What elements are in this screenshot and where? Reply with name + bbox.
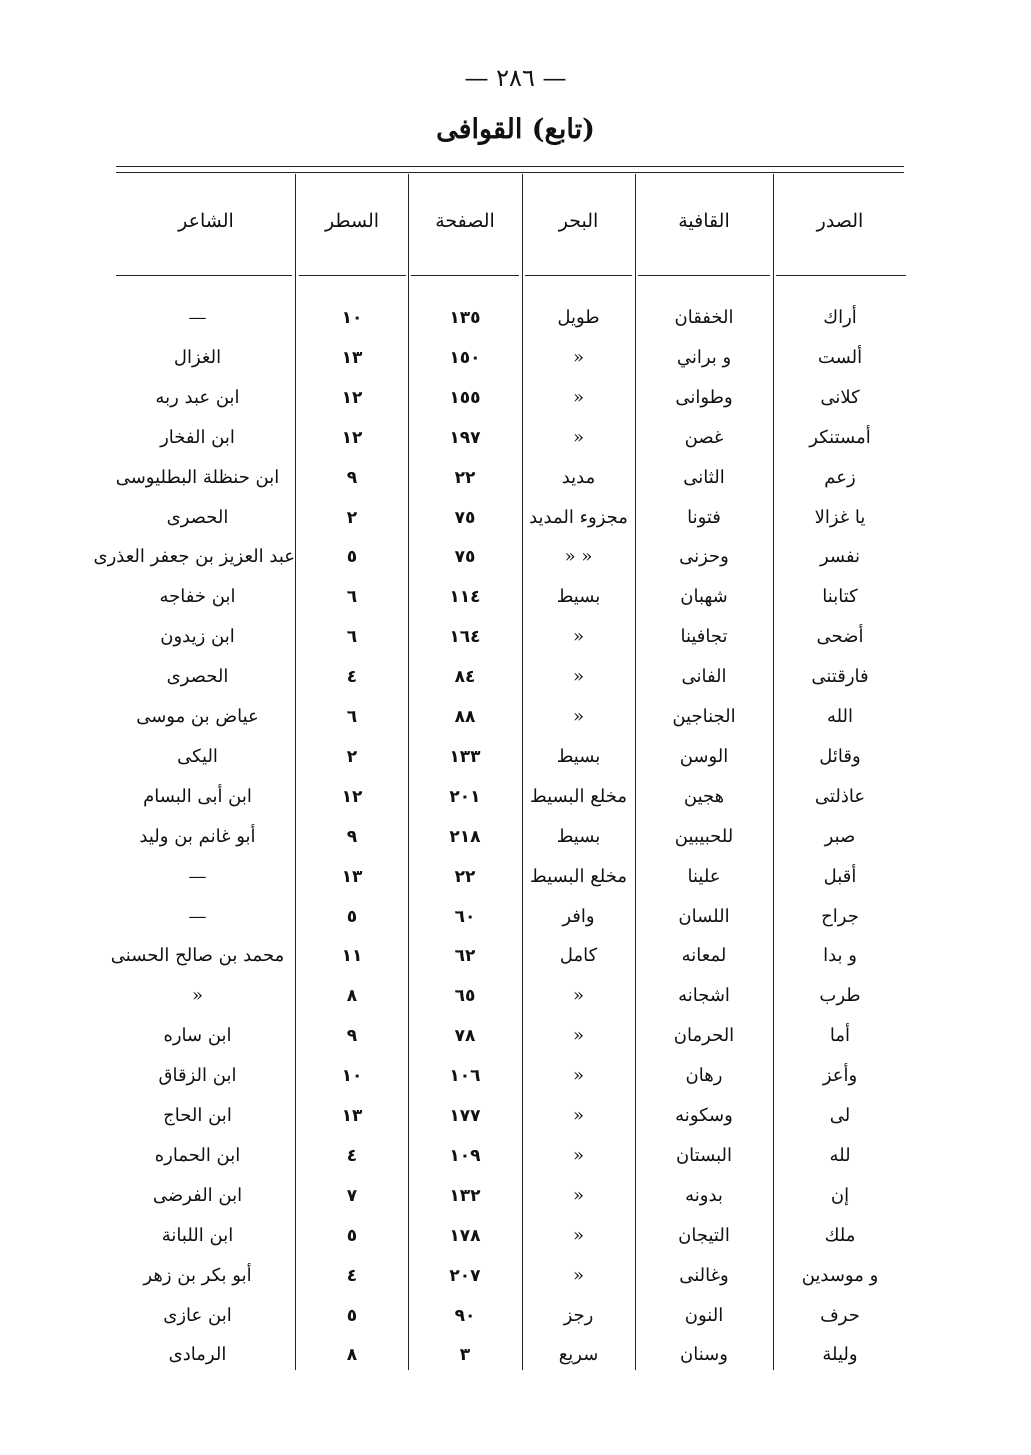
header-divider: [525, 275, 632, 276]
cell-qafiya: علينا: [687, 865, 721, 887]
cell-poet: الحصرى: [166, 506, 229, 528]
page-number: — ٢٨٦ —: [464, 64, 567, 92]
cell-qafiya: وغالنى: [679, 1264, 729, 1286]
cell-qafiya: الجناجين: [672, 706, 736, 727]
cell-line: ١٣: [341, 347, 363, 368]
cell-bahr: «: [572, 1224, 584, 1246]
cell-bahr: كامل: [559, 945, 598, 967]
cell-page: ٨٤: [454, 667, 476, 688]
cell-poet: ابن الفخار: [160, 426, 235, 448]
header-divider: [299, 275, 406, 276]
cell-poet: ابن اللبانة: [161, 1224, 234, 1246]
cell-page: ٦٥: [454, 986, 476, 1007]
cell-sadr: أما: [829, 1025, 851, 1047]
cell-sadr: صبر: [824, 825, 856, 847]
cell-line: ٢: [346, 746, 358, 767]
cell-sadr: لى: [829, 1105, 851, 1126]
cell-line: ٩: [346, 467, 358, 488]
cell-sadr: زعم: [824, 466, 856, 488]
cell-sadr: ملك: [824, 1224, 856, 1246]
cell-page: ١١٤: [449, 587, 481, 608]
cell-qafiya: وسكونه: [675, 1105, 733, 1126]
cell-bahr: مجزوء المديد: [529, 506, 628, 528]
cell-poet: —: [188, 307, 207, 328]
cell-page: ٢٠٧: [449, 1265, 481, 1286]
table-row: [0, 617, 1031, 657]
cell-poet: اليكى: [177, 745, 218, 767]
cell-bahr: «: [572, 426, 584, 448]
cell-bahr: «: [572, 706, 584, 727]
cell-sadr: أراك: [823, 307, 857, 328]
cell-bahr: بسيط: [556, 825, 601, 847]
cell-bahr: مخلع البسيط: [529, 865, 627, 887]
cell-sadr: أمستنكر: [809, 426, 871, 448]
cell-page: ٢٢: [454, 467, 476, 488]
cell-line: ١١: [341, 946, 363, 967]
cell-line: ٥: [346, 1225, 358, 1246]
cell-bahr: «: [572, 1144, 584, 1166]
cell-line: ٦: [346, 627, 358, 648]
cell-sadr: جراح: [821, 905, 859, 927]
cell-page: ١٧٧: [449, 1106, 481, 1126]
table-row: [0, 1096, 1031, 1136]
column-header-poet: الشاعر: [178, 210, 234, 232]
cell-sadr: طرب: [819, 985, 861, 1007]
cell-page: ١٣٢: [449, 1185, 481, 1206]
table-row: [0, 817, 1031, 857]
cell-page: ١٣٥: [449, 308, 481, 328]
table-row: [0, 857, 1031, 897]
cell-page: ٢٠١: [449, 786, 481, 807]
cell-bahr: «: [572, 386, 584, 408]
table-row: [0, 976, 1031, 1016]
cell-page: ١٧٨: [449, 1225, 481, 1246]
table-row: [0, 418, 1031, 458]
cell-poet: أبو بكر بن زهر: [143, 1264, 252, 1286]
cell-poet: الرمادى: [168, 1344, 227, 1366]
cell-qafiya: البستان: [675, 1144, 733, 1166]
cell-bahr: «: [572, 626, 584, 648]
cell-qafiya: الوسن: [679, 745, 729, 767]
cell-qafiya: الخفقان: [674, 307, 734, 328]
cell-page: ٣: [459, 1345, 471, 1366]
cell-poet: ابن الفرضى: [152, 1184, 243, 1206]
cell-poet: ابن حنظلة البطليوسى: [115, 466, 280, 488]
cell-page: ٦٢: [454, 946, 476, 967]
cell-page: ١٦٤: [449, 627, 481, 648]
table-row: [0, 577, 1031, 617]
cell-sadr: لله: [829, 1144, 851, 1166]
cell-poet: الحصرى: [166, 666, 229, 688]
cell-line: ١٢: [341, 427, 363, 448]
cell-qafiya: الحرمان: [673, 1025, 735, 1047]
cell-qafiya: بدونه: [685, 1184, 723, 1206]
cell-qafiya: للحبيبين: [674, 825, 734, 847]
cell-bahr: «: [572, 1105, 584, 1126]
cell-qafiya: فتونا: [687, 506, 721, 528]
column-header-sadr: الصدر: [816, 210, 864, 232]
cell-line: ٦: [346, 707, 358, 727]
cell-bahr: «: [572, 1184, 584, 1206]
cell-bahr: «: [572, 1065, 584, 1087]
cell-poet: ابن أبى البسام: [143, 785, 252, 807]
cell-poet: ابن الحماره: [154, 1144, 241, 1166]
header-divider: [116, 275, 292, 276]
cell-poet: —: [188, 865, 207, 887]
cell-qafiya: وطوانى: [675, 386, 733, 408]
top-rule: [116, 166, 904, 167]
cell-poet: ابن خفاجه: [159, 586, 236, 608]
cell-line: ٥: [346, 547, 358, 568]
cell-qafiya: التيجان: [678, 1224, 730, 1246]
cell-poet: عياض بن موسى: [136, 706, 259, 727]
cell-bahr: «: [572, 1025, 584, 1047]
cell-page: ١٣٣: [449, 746, 481, 767]
cell-bahr: مديد: [561, 466, 596, 488]
cell-poet: ابن عازى: [163, 1304, 232, 1326]
cell-page: ٧٥: [454, 547, 476, 568]
cell-sadr: و بدا: [823, 945, 857, 967]
cell-qafiya: رهان: [685, 1065, 723, 1087]
cell-sadr: وليلة: [822, 1344, 858, 1366]
cell-poet: ابن زيدون: [160, 626, 235, 648]
cell-line: ١٢: [341, 786, 363, 807]
table-row: [0, 1016, 1031, 1056]
cell-qafiya: و براني: [676, 346, 732, 368]
cell-line: ٤: [346, 1265, 358, 1286]
cell-bahr: بسيط: [556, 586, 601, 608]
cell-page: ٧٨: [454, 1026, 476, 1047]
cell-sadr: كتابنا: [822, 586, 858, 608]
table-row: [0, 458, 1031, 498]
header-divider: [776, 275, 906, 276]
header-divider: [411, 275, 519, 276]
cell-bahr: «: [572, 985, 584, 1007]
table-row: [0, 1256, 1031, 1296]
table-row: [0, 777, 1031, 817]
table-row: [0, 897, 1031, 937]
cell-poet: ابن الزقاق: [158, 1065, 237, 1087]
table-row: [0, 697, 1031, 737]
cell-line: ١٣: [341, 866, 363, 887]
cell-page: ٨٨: [454, 707, 476, 727]
cell-bahr: مخلع البسيط: [529, 785, 627, 807]
cell-page: ٢١٨: [449, 826, 481, 847]
cell-page: ٩٠: [454, 1305, 476, 1326]
cell-line: ١٢: [341, 387, 363, 408]
cell-sadr: أقبل: [823, 865, 857, 887]
cell-page: ٧٥: [454, 507, 476, 528]
table-row: [0, 1136, 1031, 1176]
cell-sadr: عاذلتى: [814, 785, 866, 807]
cell-qafiya: النون: [684, 1304, 724, 1326]
cell-bahr: « «: [564, 546, 593, 568]
cell-page: ٦٠: [454, 906, 476, 927]
cell-sadr: وأعز: [822, 1065, 858, 1087]
cell-poet: «: [191, 985, 203, 1007]
cell-page: ٢٢: [454, 866, 476, 887]
cell-line: ١٠: [341, 308, 363, 328]
cell-sadr: ألست: [817, 346, 863, 368]
table-row: [0, 1216, 1031, 1256]
cell-qafiya: لمعانه: [681, 945, 727, 967]
page-title: (تابع) القوافى: [436, 114, 595, 145]
cell-sadr: وقائل: [819, 745, 861, 767]
top-rule-inner: [116, 172, 904, 173]
table-row: [0, 1296, 1031, 1336]
cell-sadr: أضحى: [816, 626, 864, 648]
column-header-page: الصفحة: [435, 210, 495, 232]
table-row: [0, 378, 1031, 418]
header-divider: [638, 275, 770, 276]
cell-line: ٩: [346, 826, 358, 847]
cell-bahr: سريع: [558, 1344, 599, 1366]
cell-line: ٦: [346, 587, 358, 608]
column-header-bahr: البحر: [558, 210, 599, 232]
cell-line: ٤: [346, 667, 358, 688]
table-row: [0, 298, 1031, 338]
cell-line: ٨: [346, 1345, 358, 1366]
cell-qafiya: هجين: [683, 785, 725, 807]
cell-page: ١٥٥: [449, 387, 481, 408]
table-row: [0, 1335, 1031, 1375]
table-row: [0, 338, 1031, 378]
cell-sadr: نفسر: [819, 546, 861, 568]
cell-sadr: كلانى: [820, 386, 860, 408]
column-header-line: السطر: [324, 210, 380, 232]
table-row: [0, 498, 1031, 538]
cell-poet: ابن عبد ربه: [155, 386, 240, 408]
cell-bahr: «: [572, 1264, 584, 1286]
cell-sadr: الله: [826, 706, 854, 727]
cell-qafiya: غصن: [684, 426, 724, 448]
cell-bahr: «: [572, 666, 584, 688]
cell-sadr: يا غزالا: [814, 506, 866, 528]
cell-qafiya: اللسان: [678, 905, 730, 927]
cell-bahr: «: [572, 346, 584, 368]
cell-qafiya: وسنان: [680, 1344, 728, 1366]
cell-sadr: فارقتنى: [811, 666, 869, 688]
table-row: [0, 1056, 1031, 1096]
cell-line: ٨: [346, 986, 358, 1007]
cell-line: ١٠: [341, 1066, 363, 1087]
cell-line: ٧: [346, 1185, 358, 1206]
cell-bahr: وافر: [562, 905, 595, 927]
cell-poet: أبو غانم بن وليد: [139, 825, 256, 847]
cell-page: ١٠٩: [449, 1145, 481, 1166]
cell-poet: ابن ساره: [163, 1025, 232, 1047]
table-row: [0, 936, 1031, 976]
cell-line: ٥: [346, 1305, 358, 1326]
cell-page: ١٩٧: [449, 427, 481, 448]
cell-page: ١٥٠: [449, 347, 481, 368]
table-row: [0, 737, 1031, 777]
cell-sadr: و موسدين: [801, 1264, 879, 1286]
cell-line: ٩: [346, 1026, 358, 1047]
table-row: [0, 1176, 1031, 1216]
cell-poet: ابن الحاج: [163, 1105, 232, 1126]
cell-line: ٢: [346, 507, 358, 528]
cell-bahr: رجز: [563, 1304, 594, 1326]
table-row: [0, 657, 1031, 697]
cell-bahr: بسيط: [556, 745, 601, 767]
table-row: [0, 537, 1031, 577]
cell-bahr: طويل: [557, 307, 600, 328]
column-header-qafiya: القافية: [678, 210, 730, 232]
cell-line: ١٣: [341, 1106, 363, 1126]
cell-line: ٥: [346, 906, 358, 927]
cell-line: ٤: [346, 1145, 358, 1166]
cell-qafiya: وحزنى: [679, 546, 729, 568]
cell-poet: الغزال: [173, 346, 222, 368]
cell-qafiya: شهبان: [680, 586, 728, 608]
cell-sadr: حرف: [820, 1304, 860, 1326]
cell-qafiya: الثانى: [683, 466, 725, 488]
cell-qafiya: اشجانه: [678, 985, 730, 1007]
cell-poet: —: [188, 905, 207, 927]
cell-poet: عبد العزيز بن جعفر العذرى: [93, 546, 295, 568]
cell-page: ١٠٦: [449, 1066, 481, 1087]
cell-sadr: إن: [830, 1184, 850, 1206]
cell-qafiya: الفانى: [681, 666, 727, 688]
cell-qafiya: تجافينا: [680, 626, 728, 648]
cell-poet: محمد بن صالح الحسنى: [110, 945, 285, 967]
